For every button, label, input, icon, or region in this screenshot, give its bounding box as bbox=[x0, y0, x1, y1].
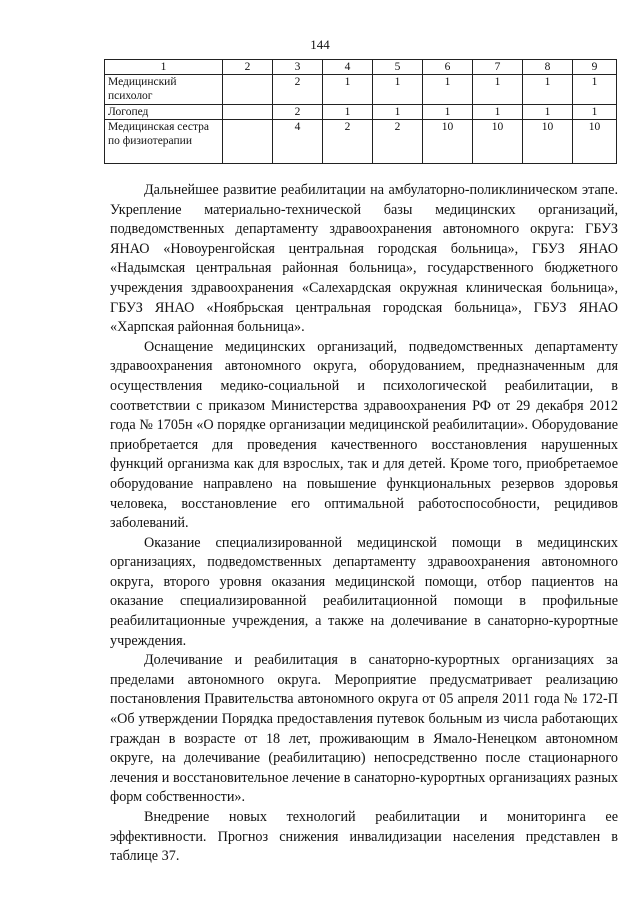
table-cell: 1 bbox=[373, 75, 423, 105]
table-cell: 1 bbox=[473, 75, 523, 105]
table-header-cell: 1 bbox=[105, 60, 223, 75]
table-header-cell: 7 bbox=[473, 60, 523, 75]
table-cell: 1 bbox=[573, 105, 617, 120]
row-name: Медицинская сестра по физиотерапии bbox=[105, 120, 223, 164]
table-cell: 2 bbox=[373, 120, 423, 164]
table-cell: 10 bbox=[473, 120, 523, 164]
table-cell: 1 bbox=[323, 75, 373, 105]
table-cell: 1 bbox=[523, 105, 573, 120]
table-cell: 1 bbox=[423, 105, 473, 120]
row-name: Медицинский психолог bbox=[105, 75, 223, 105]
paragraph: Дальнейшее развитие реабилитации на амбулаторно-поликлиническом этапе. Укрепление материально-технической базы медицинских организаций, подведомственных департаменту здравоохранения автономного округа: ГБУЗ ЯНАО «Новоуренгойская центральная городская больница», ГБУЗ ЯНАО «Надымская центральная районная больница», государственного бюджетного учреждения здравоохранения «Салехардская окружная клиническая больница», ГБУЗ ЯНАО «Ноябрьская центральная городская больница», ГБУЗ ЯНАО «Харпская районная больница». bbox=[110, 182, 618, 336]
paragraph: Внедрение новых технологий реабилитации и мониторинга ее эффективности. Прогноз снижения инвалидизации населения представлен в таблице 37. bbox=[110, 809, 618, 865]
paragraph: Оказание специализированной медицинской помощи в медицинских организациях, подведомственных департаменту здравоохранения автономного округа, второго уровня оказания медицинской помощи, отбор пациентов на оказание специализированной реабилитационной помощи в профильные реабилитационные учреждения, а также на долечивание в санаторно-курортные учреждения. bbox=[110, 534, 618, 649]
table-row bbox=[105, 75, 617, 105]
paragraph: Долечивание и реабилитация в санаторно-курортных организациях за пределами автономного округа. Мероприятие предусматривает реализацию постановления Правительства автономного округа от 05 апреля 2011 года № 172-П «Об утверждении Порядка предоставления путевок больным из числа работающих граждан в возрасте от 18 лет, проживающим в Ямало-Ненецком автономном округе, на долечивание (реабилитацию) непосредственно после стационарного лечения и восстановительное лечение в санаторно-курортных организациях разных форм собственности». bbox=[110, 652, 618, 806]
paragraph: Оснащение медицинских организаций, подведомственных департаменту здравоохранения автономного округа, оборудованием, предназначенным для осуществления медико-социальной и психологической реабилитации, в соответствии с приказом Министерства здравоохранения РФ от 29 декабря 2012 года № 1705н «О порядке организации медицинской реабилитации». Оборудование приобретается для проведения качественного восстановления нарушенных функций организма как для взрослых, так и для детей. Кроме того, приобретаемое оборудование направлено на повышение функциональных резервов здоровья человека, восстановление его оптимальной работоспособности, рецидивов заболеваний. bbox=[110, 338, 618, 532]
table-header-cell: 6 bbox=[423, 60, 473, 75]
table-cell: 1 bbox=[473, 105, 523, 120]
table-header-cell: 8 bbox=[523, 60, 573, 75]
table-cell: 2 bbox=[273, 75, 323, 105]
table-cell: 1 bbox=[323, 105, 373, 120]
table-header-cell: 4 bbox=[323, 60, 373, 75]
table-cell: 2 bbox=[273, 105, 323, 120]
page-number: 144 bbox=[310, 37, 330, 52]
row-name: Логопед bbox=[105, 105, 223, 120]
table-cell: 1 bbox=[523, 75, 573, 105]
table-header-cell: 5 bbox=[373, 60, 423, 75]
table-cell: 2 bbox=[323, 120, 373, 164]
table-cell: 1 bbox=[373, 105, 423, 120]
table-cell: 4 bbox=[273, 120, 323, 164]
table-header-cell: 3 bbox=[273, 60, 323, 75]
table-cell: 1 bbox=[423, 75, 473, 105]
table-header-cell: 9 bbox=[573, 60, 617, 75]
table-header-cell: 2 bbox=[223, 60, 273, 75]
table-header-row bbox=[105, 60, 617, 75]
table-cell bbox=[223, 120, 273, 164]
table-row bbox=[105, 105, 617, 120]
body-text bbox=[110, 181, 618, 867]
table-cell: 10 bbox=[423, 120, 473, 164]
table-cell: 10 bbox=[573, 120, 617, 164]
table-cell: 10 bbox=[523, 120, 573, 164]
table-cell bbox=[223, 105, 273, 120]
table-row bbox=[105, 120, 617, 164]
table-cell bbox=[223, 75, 273, 105]
table-cell: 1 bbox=[573, 75, 617, 105]
staff-table bbox=[104, 59, 617, 164]
